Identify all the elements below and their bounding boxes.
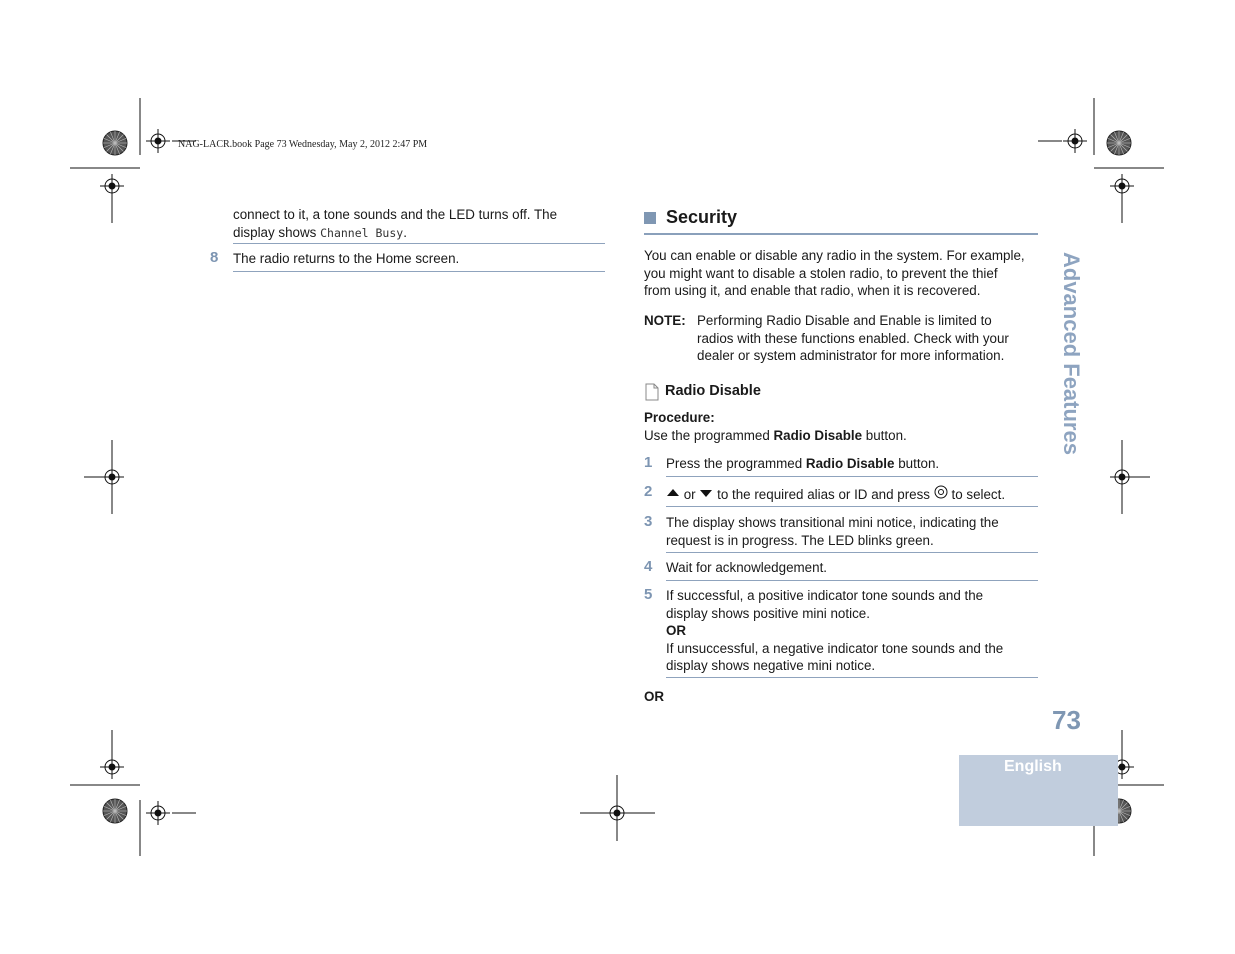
step-divider <box>666 552 1038 553</box>
page-number: 73 <box>1052 705 1081 735</box>
step-1-number: 1 <box>644 454 653 471</box>
step-8-text: The radio returns to the Home screen. <box>233 251 460 266</box>
step-1-bold: Radio Disable <box>805 456 895 471</box>
step-5-line-4: display shows negative mini notice. <box>666 658 876 673</box>
section-marker-icon <box>644 212 656 224</box>
step-2-end: to select. <box>951 487 1006 502</box>
step-1-post: button. <box>894 456 940 471</box>
procedure-pre: Use the programmed <box>644 428 774 443</box>
step-1-pre: Press the programmed <box>666 456 806 471</box>
step-3-number: 3 <box>644 513 653 530</box>
step-8-number: 8 <box>210 249 219 266</box>
continued-line-2-post: . <box>403 224 407 240</box>
step-divider <box>233 243 605 244</box>
continued-line-1: connect to it, a tone sounds and the LED turns off. The <box>233 207 558 222</box>
procedure-label: Procedure: <box>644 410 715 425</box>
channel-busy-text: Channel Busy <box>320 225 404 240</box>
section-intro <box>644 247 1025 300</box>
step-5-line-1: If successful, a positive indicator tone sounds and the <box>666 588 984 603</box>
language-label: English <box>1004 758 1062 775</box>
step-3-line-1: The display shows transitional mini notice, indicating the <box>666 515 999 530</box>
chapter-side-tab <box>1058 252 1086 472</box>
down-arrow-icon <box>699 488 713 498</box>
subsection-title: Radio Disable <box>665 383 761 399</box>
step-divider <box>666 476 1038 477</box>
step-5-line-3: If unsuccessful, a negative indicator tone sounds and the <box>666 640 1004 656</box>
trailing-or: OR <box>644 689 665 704</box>
step-divider <box>666 677 1038 678</box>
note-label: NOTE: <box>644 313 686 328</box>
intro-line-2: you might want to disable a stolen radio, to prevent the thief <box>644 265 998 281</box>
step-divider <box>666 580 1038 581</box>
note-line-1: Performing Radio Disable and Enable is limited to <box>697 313 992 328</box>
menu-ok-button-icon <box>934 485 948 499</box>
step-2-number: 2 <box>644 483 653 500</box>
chapter-side-tab-label: Advanced Features <box>1059 252 1084 455</box>
up-arrow-icon <box>666 488 680 498</box>
section-title: Security <box>666 207 738 227</box>
step-3-line-2: request is in progress. The LED blinks green. <box>666 532 934 548</box>
step-5-or: OR <box>666 623 687 638</box>
step-2-or: or <box>683 487 696 502</box>
procedure-doc-icon <box>645 383 659 401</box>
note-line-2: radios with these functions enabled. Check with your <box>697 330 1009 346</box>
step-4-text: Wait for acknowledgement. <box>666 560 828 575</box>
note-body <box>697 312 1009 365</box>
step-3-text <box>666 514 999 549</box>
intro-line-1: You can enable or disable any radio in the system. For example, <box>644 248 1025 263</box>
step-divider <box>233 271 605 272</box>
note-line-3: dealer or system administrator for more information. <box>697 348 1005 363</box>
step-5-line-2: display shows positive mini notice. <box>666 605 870 621</box>
continued-line-2-pre: display shows <box>233 224 321 240</box>
step-4-number: 4 <box>644 558 653 575</box>
continued-line-2 <box>233 224 557 243</box>
step-divider <box>666 506 1038 507</box>
procedure-bold: Radio Disable <box>773 428 863 443</box>
intro-line-3: from using it, and enable that radio, when it is recovered. <box>644 283 981 298</box>
step-1-text <box>666 455 939 473</box>
step-2-mid: to the required alias or ID and press <box>717 487 931 502</box>
continued-text <box>233 206 557 242</box>
step-5-text <box>666 587 1003 675</box>
step-2-text <box>666 485 1005 504</box>
step-5-number: 5 <box>644 586 653 603</box>
procedure-post: button. <box>862 428 907 443</box>
book-slug: NAG-LACR.book Page 73 Wednesday, May 2, 2012 2:47 PM <box>178 139 428 150</box>
procedure-text <box>644 427 907 445</box>
section-rule <box>644 233 1038 235</box>
